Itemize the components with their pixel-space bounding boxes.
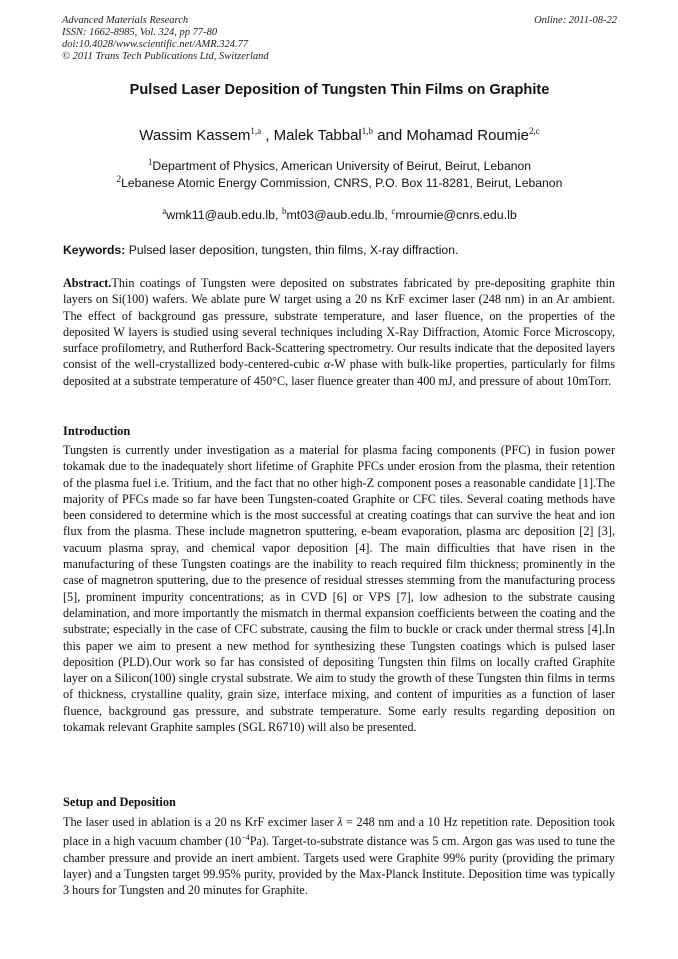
author-name: , Malek Tabbal: [261, 127, 362, 144]
pressure-value: 10: [229, 834, 242, 849]
email-link[interactable]: mroumie@cnrs.edu.lb: [395, 208, 517, 223]
email-link[interactable]: mt03@aub.edu.lb,: [286, 208, 392, 223]
abstract-text: Thin coatings of Tungsten were deposited on substrates fabricated by pre-depositing graphite thin layers on Si(100) wafers. We ablate pure W target using a 20 ns KrF excimer laser (248 nm) in an Ar ambient. The effect of background gas pressure, substrate temperature, and laser fluence, on the properties of the deposited W layers is studied using several techniques including X-Ray Diffraction, Atomic Force Microscopy, surface profilometry, and Rutherford Back-Scattering spectrometry. Our results indicate that the deposited layers consist of the well-crystallized body-centered-cubic: [63, 276, 615, 372]
journal-name: Advanced Materials Research: [62, 15, 189, 26]
affiliation-text: Department of Physics, American University of Beirut, Beirut, Lebanon: [152, 159, 532, 174]
affiliation-superscript: 2: [116, 174, 122, 184]
abstract-text: °C, laser fluence greater than 400 mJ, and pressure of about 10mTorr.: [272, 373, 612, 388]
author-list: [62, 126, 617, 144]
paper-title: Pulsed Laser Deposition of Tungsten Thin Films on Graphite: [129, 82, 550, 98]
copyright-line: © 2011 Trans Tech Publications Ltd, Switzerland: [62, 51, 269, 62]
email-list: [62, 206, 617, 222]
keywords-text: Pulsed laser deposition, tungsten, thin films, X-ray diffraction.: [125, 243, 459, 257]
author-superscript: 1,a: [250, 126, 262, 136]
abstract-text: -W phase with bulk-like properties, particularly for films deposited at a substrate temperature of: [63, 357, 615, 388]
email-superscript: b: [281, 206, 287, 216]
keywords-line: [63, 243, 618, 257]
affiliation-superscript: 1: [147, 157, 153, 167]
affiliation-2: [62, 174, 617, 190]
issn-line: ISSN: 1662-8985, Vol. 324, pp 77-80: [62, 27, 218, 38]
keywords-label: Keywords:: [63, 243, 126, 257]
setup-paragraph: [63, 814, 615, 899]
pressure-exponent: −4: [241, 833, 250, 843]
setup-text: Pa). Target-to-substrate distance was 5 cm. Argon gas was used to tune the chamber pressure and provide an inert ambient. Targets used were Graphite 99% purity (providing the primary layer) and a Tungsten target 99.95% purity, provided by the Max-Planck Institute. Deposition time was typically 3 hours for Tungsten and 20 minutes for Graphite.: [63, 834, 615, 898]
email-link[interactable]: wmk11@aub.edu.lb,: [166, 208, 282, 223]
author-name: Wassim Kassem: [139, 127, 251, 144]
affiliation-1: [62, 157, 617, 173]
introduction-heading: Introduction: [63, 424, 131, 438]
equation-text: = 248: [342, 815, 375, 829]
email-superscript: c: [391, 206, 396, 216]
lambda-symbol: λ: [337, 815, 343, 829]
setup-text: The laser used in ablation is a 20 ns KrF excimer laser: [63, 815, 338, 829]
author-superscript: 1,b: [361, 126, 374, 136]
email-superscript: a: [162, 206, 167, 216]
setup-text: nm and a 10 Hz repetition rate. Deposition took place in a high vacuum chamber (: [63, 815, 615, 849]
journal-header: [62, 15, 617, 63]
affiliation-text: Lebanese Atomic Energy Commission, CNRS, P.O. Box 11-8281, Beirut, Lebanon: [121, 176, 563, 191]
online-date: Online: 2011-08-22: [534, 15, 617, 26]
abstract-label: Abstract.: [63, 276, 112, 290]
alpha-symbol: α: [323, 357, 331, 372]
abstract-paragraph: [63, 275, 615, 389]
introduction-paragraph: Tungsten is currently under investigation as a material for plasma facing components (PFC) in fusion power tokamak due to the inadequately short lifetime of Graphite PFCs under erosion from the plasma, their retention of the plasma fuel i.e. Tritium, and the fact that no other high-Z component poses a reasonable candidate [1].The majority of PFCs made so far have been Tungsten-coated Graphite or CFC tiles. Several coating methods have been considered to determine which is the most successful at creating coatings that can survive the heat and ion flux from the plasma. These include magnetron sputtering, e-beam evaporation, plasma arc deposition [2] [3], vacuum plasma spray, and chemical vapor deposition [4]. The main difficulties that have risen in the manufacturing of these Tungsten coatings are the inability to reach required film thickness; prominently in the case of magnetron sputtering, due to the presence of residual stresses stemming from the manufacturing process [5], prominent impurity concentrations; as in CVD [6] or VPS [7], low adhesion to the substrate causing delamination, and more importantly the mismatch in thermal expansion coefficients between the coating and the substrate; especially in the case of CFC substrate, causing the film to buckle or crack under thermal stress [4].In this paper we aim to present a new method for synthesizing these Tungsten coatings which is pulsed laser deposition (PLD).Our work so far has consisted of depositing Tungsten thin films on locally crafted Graphite layer on a Silicon(100) single crystal substrate. We aim to study the growth of these Tungsten thin films in terms of thickness, crystalline quality, grain size, interface mixing, and content of impurities as a function of laser fluence, background gas pressure, and substrate temperature. Some early results regarding deposition on tokamak relevant Graphite samples (SGL R6710) will also be presented.: [63, 443, 615, 735]
setup-heading: Setup and Deposition: [63, 795, 176, 809]
doi-line: doi:10.4028/www.scientific.net/AMR.324.77: [62, 39, 249, 50]
author-superscript: 2,c: [528, 126, 540, 136]
temperature-value: 450: [253, 373, 273, 388]
author-name: and Mohamad Roumie: [373, 127, 529, 144]
